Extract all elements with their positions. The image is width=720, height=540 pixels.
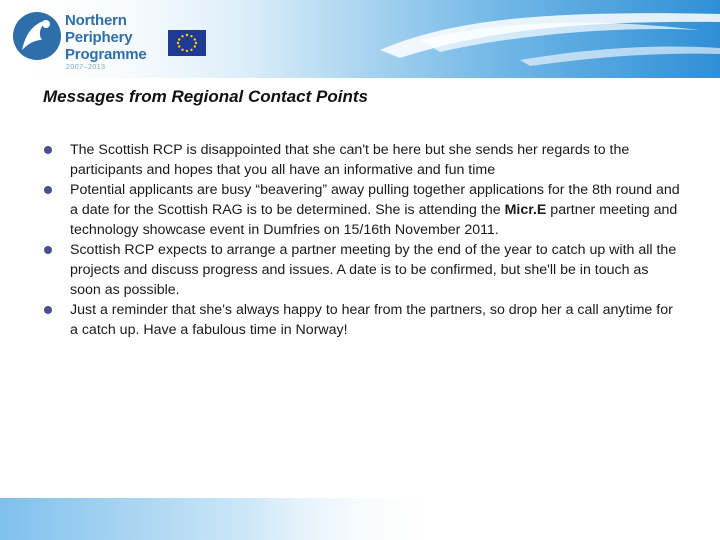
- footer-gradient-band: [0, 498, 720, 540]
- logo-wordmark: [65, 12, 147, 63]
- bullet-dot-icon: [44, 186, 52, 194]
- bullet-text: Scottish RCP expects to arrange a partner meeting by the end of the year to catch up with all the projects and discuss progress and issues. A date is to be confirmed, but she'll be in touch as soon as possible.: [70, 242, 677, 298]
- bullet-text-part: Potential applicants are busy “beavering” away pulling together applications for the 8th round and a date for the Scottish RAG is to be determined. She is attending the: [70, 182, 680, 218]
- bullet-dot-icon: [44, 246, 52, 254]
- logo-line-3: Programme: [65, 46, 147, 63]
- logo-line-2: Periphery: [65, 29, 133, 46]
- bullet-text: Just a reminder that she's always happy to hear from the partners, so drop her a call anytime for a catch up. Have a fabulous time in Norway!: [70, 302, 673, 338]
- northern-periphery-logo: [10, 8, 150, 74]
- bullet-item: [42, 180, 682, 240]
- bullet-item: [42, 140, 682, 180]
- header: [0, 0, 720, 78]
- slide-title: Messages from Regional Contact Points: [43, 87, 368, 106]
- bullet-dot-icon: [44, 146, 52, 154]
- logo-line-1: Northern: [65, 12, 127, 29]
- bullet-dot-icon: [44, 306, 52, 314]
- bullet-item: [42, 300, 682, 340]
- bullet-text-part: partner meeting and technology showcase event in Dumfries on 15/16th November 2011.: [70, 202, 678, 238]
- logo-years: 2007–2013: [66, 64, 106, 71]
- bullet-bold-term: Micr.E: [504, 202, 547, 218]
- logo-emblem-icon: [12, 10, 62, 62]
- eu-flag-icon: [168, 30, 206, 56]
- bullet-text: The Scottish RCP is disappointed that she can't be here but she sends her regards to the participants and hopes that you all have an informative and fun time: [70, 142, 630, 178]
- bullet-item: [42, 240, 682, 300]
- bullet-list: [42, 140, 682, 340]
